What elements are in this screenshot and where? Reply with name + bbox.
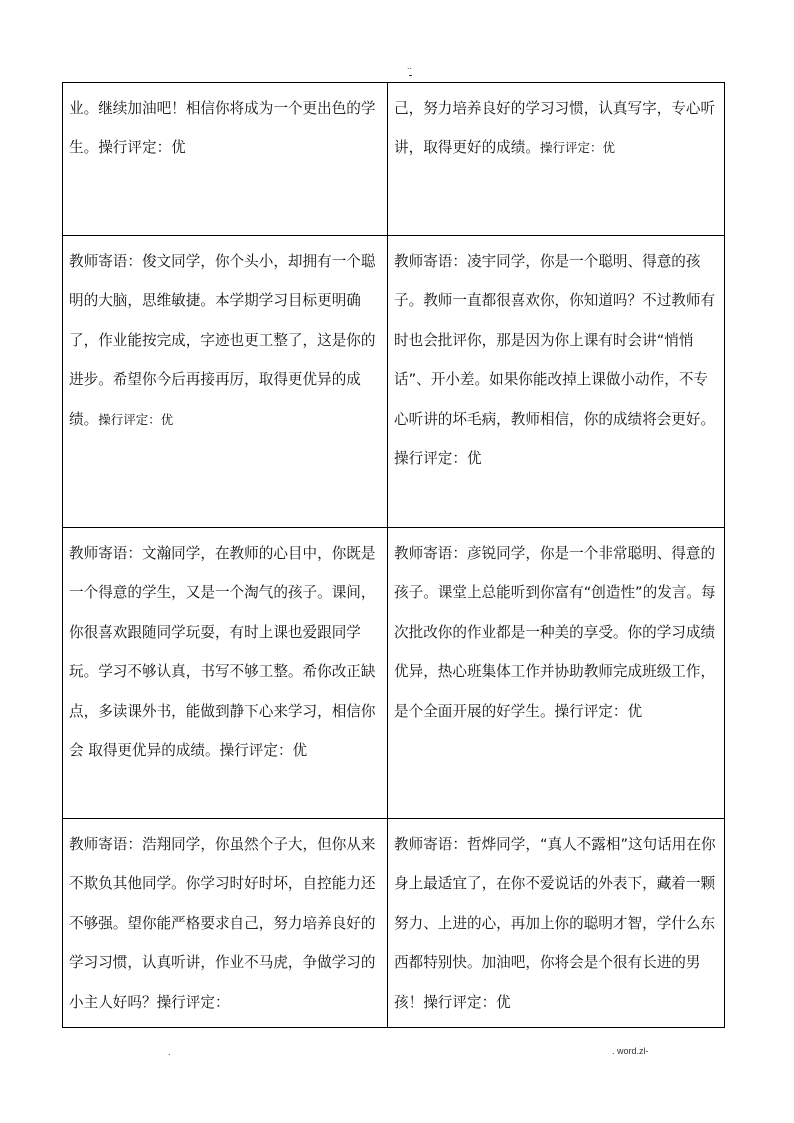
comment-cell xyxy=(388,236,725,528)
comment-text: 教师寄语：凌宇同学，你是一个聪明、得意的孩子。教师一直都很喜欢你，你知道吗？不过教师有时也会批评你，那是因为你上课有时会讲“悄悄话”、开小差。如果你能改掉上课做小动作，不专心听讲的坏毛病，教师相信，你的成绩将会更好。操行评定：优 xyxy=(394,253,716,468)
table-row xyxy=(63,528,725,819)
comment-text: 业。继续加油吧！相信你将成为一个更出色的学生。操行评定：优 xyxy=(69,100,376,157)
teacher-comments-table xyxy=(62,82,725,1028)
comment-text: 教师寄语：俊文同学，你个头小，却拥有一个聪明的大脑，思维敏捷。本学期学习目标更明确了，作业能按完成，字迹也更工整了，这是你的进步。希望你今后再接再厉，取得更优异的成绩。 xyxy=(69,253,376,428)
comment-cell xyxy=(63,819,388,1028)
comment-cell xyxy=(388,83,725,236)
comment-text: 教师寄语：哲烨同学，“真人不露相”这句话用在你身上最适宜了，在你不爱说话的外表下，藏着一颗努力、上进的心，再加上你的聪明才智，学什么东西都特别快。加油吧，你将会是个很有长进的男孩！操行评定：优 xyxy=(394,836,716,1011)
comment-cell xyxy=(63,528,388,819)
comment-text: 教师寄语：彦锐同学，你是一个非常聪明、得意的孩子。课堂上总能听到你富有“创造性”的发言。每次批改你的作业都是一种美的享受。你的学习成绩优异，热心班集体工作并协助教师完成班级工作，是个全面开展的好学生。操行评定：优 xyxy=(394,545,716,720)
comment-cell xyxy=(388,819,725,1028)
comment-cell xyxy=(388,528,725,819)
comment-cell xyxy=(63,83,388,236)
footer-source: . word.zl- xyxy=(612,1046,649,1056)
table-row xyxy=(63,83,725,236)
footer-left-mark: . xyxy=(168,1047,171,1057)
header-mark: .. xyxy=(407,61,413,71)
comment-text: 教师寄语：浩翔同学，你虽然个子大，但你从来不欺负其他同学。你学习时好时坏，自控能力还不够强。望你能严格要求自己，努力培养良好的学习习惯，认真听讲，作业不马虎，争做学习的小主人好吗？操行评定： xyxy=(69,836,376,1011)
comment-cell xyxy=(63,236,388,528)
header-underline xyxy=(409,75,412,76)
table-row xyxy=(63,819,725,1028)
comment-text: 己，努力培养良好的学习习惯，认真写字，专心听讲，取得更好的成绩。 xyxy=(394,100,716,157)
comment-text: 教师寄语：文瀚同学，在教师的心目中，你既是一个得意的学生，又是一个淘气的孩子。课间，你很喜欢跟随同学玩耍，有时上课也爱跟同学玩。学习不够认真，书写不够工整。希你改正缺点，多读课外书，能做到静下心来学习，相信你会 取得更优异的成绩。操行评定：优 xyxy=(69,545,376,760)
conduct-rating: 操行评定：优 xyxy=(98,411,174,427)
table-row xyxy=(63,236,725,528)
conduct-rating: 操行评定：优 xyxy=(539,140,615,156)
